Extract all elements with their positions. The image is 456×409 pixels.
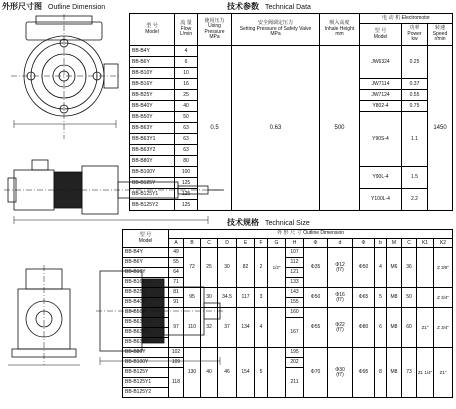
data-col-model: 型 号 Model — [130, 14, 175, 46]
data-row-flow: 6 — [175, 57, 198, 68]
size-a: 71 — [169, 278, 184, 288]
motor-power: 0.55 — [402, 90, 428, 101]
data-row-model: BB-B63Y2 — [130, 145, 175, 156]
size-a: 102 — [169, 348, 184, 358]
size-col-c: C — [201, 239, 218, 248]
size-m: M6 — [387, 248, 402, 288]
data-row-flow: 10 — [175, 68, 198, 79]
size-d: 30 — [218, 248, 237, 288]
tech-size-header-en: Technical Size — [265, 220, 310, 227]
data-row-flow: 80 — [175, 156, 198, 167]
data-row-model: BB-B63Y — [130, 123, 175, 134]
size-c: 32 — [201, 308, 218, 348]
size-col-c2: C — [402, 239, 417, 248]
size-b: 72 — [184, 248, 201, 288]
data-row-model: BB-B125Y — [130, 178, 175, 189]
size-d: 34.5 — [218, 288, 237, 308]
size-m: M8 — [387, 308, 402, 348]
data-row-flow: 16 — [175, 79, 198, 90]
size-f: 2 — [255, 248, 268, 288]
data-row-flow: 63 — [175, 123, 198, 134]
size-g — [268, 348, 286, 398]
size-col-e: E — [237, 239, 255, 248]
size-e: 82 — [237, 248, 255, 288]
motor-model: Y802-4 — [360, 101, 402, 112]
size-phi2: Φ50 — [353, 248, 375, 288]
size-c2: 36 — [402, 248, 417, 288]
size-h: 211 — [286, 368, 304, 398]
size-h: 143 — [286, 288, 304, 298]
outline-header — [2, 1, 105, 12]
tech-data-header — [227, 1, 311, 12]
size-b: 130 — [184, 348, 201, 398]
size-col-b: B — [184, 239, 201, 248]
size-a: 49 — [169, 248, 184, 258]
size-d-shaft: Φ22 (f7) — [328, 308, 353, 348]
size-row-model: BB-B4Y — [123, 248, 169, 258]
data-col-flow: 流 量 Flow L/min — [175, 14, 198, 46]
size-phi: Φ50 — [304, 288, 328, 308]
size-row-model: BB-B63Y — [123, 318, 169, 328]
size-h: 155 — [286, 298, 304, 308]
size-b: 110 — [184, 308, 201, 348]
data-row-model: BB-B6Y — [130, 57, 175, 68]
size-col-f: F — [255, 239, 268, 248]
motor-power: 1.5 — [402, 167, 428, 189]
data-row-flow: 125 — [175, 178, 198, 189]
size-a: 55 — [169, 258, 184, 268]
size-g: 1/2" — [268, 248, 286, 288]
size-e: 134 — [237, 308, 255, 348]
size-col-g: G — [268, 239, 286, 248]
size-row-model: BB-B16Y — [123, 278, 169, 288]
size-b-key: 4 — [375, 248, 387, 288]
speed-value: 1450 — [428, 46, 453, 211]
size-c2: 73 — [402, 348, 417, 398]
tech-size-header — [227, 217, 310, 228]
size-c: 30 — [201, 288, 218, 308]
data-row-model: BB-B125Y2 — [130, 200, 175, 211]
motor-model: Y100L-4 — [360, 189, 402, 211]
technical-size-table — [122, 229, 453, 398]
data-row-flow: 50 — [175, 112, 198, 123]
data-row-flow: 4 — [175, 46, 198, 57]
size-col-k2: K2 — [434, 239, 453, 248]
size-col-k1: K1 — [417, 239, 434, 248]
data-col-power: 功率 Power kw — [402, 24, 428, 46]
size-col-d: D — [218, 239, 237, 248]
size-a: 118 — [169, 368, 184, 398]
size-m: M8 — [387, 288, 402, 308]
size-f: 5 — [255, 348, 268, 398]
outline-header-zh: 外形尺寸图 — [2, 2, 42, 11]
size-h: 112 — [286, 258, 304, 268]
size-h: 167 — [286, 318, 304, 348]
size-col-phi: Φ — [304, 239, 328, 248]
size-row-model: BB-B125Y1 — [123, 378, 169, 388]
data-col-motor-model: 型 号 Model — [360, 24, 402, 46]
data-row-model: BB-B4Y — [130, 46, 175, 57]
size-m: M8 — [387, 348, 402, 398]
tech-size-header-zh: 技术规格 — [227, 218, 259, 227]
size-h: 202 — [286, 358, 304, 368]
motor-power: 1.1 — [402, 112, 428, 167]
data-row-flow: 125 — [175, 189, 198, 200]
size-phi2: Φ95 — [353, 348, 375, 398]
size-e: 117 — [237, 288, 255, 308]
size-col-m: M — [387, 239, 402, 248]
pump-flange-end-view-drawing — [4, 265, 94, 375]
data-row-flow: 40 — [175, 101, 198, 112]
outline-header-en: Outline Dimension — [48, 4, 106, 11]
size-phi2: Φ80 — [353, 308, 375, 348]
data-row-flow: 63 — [175, 134, 198, 145]
safety-value: 0.63 — [232, 46, 320, 211]
data-row-model: BB-B25Y — [130, 90, 175, 101]
motor-model: JW7114 — [360, 79, 402, 90]
size-k1: Z1" — [417, 308, 434, 348]
size-a: 109 — [169, 358, 184, 368]
size-k2: Z 3/8" — [434, 248, 453, 288]
data-row-model: BB-B40Y — [130, 101, 175, 112]
inhale-value: 500 — [320, 46, 360, 211]
data-row-flow: 100 — [175, 167, 198, 178]
size-col-h: H — [286, 239, 304, 248]
size-row-model: BB-B63Y2 — [123, 338, 169, 348]
motor-model: Y90S-4 — [360, 112, 402, 167]
size-f: 4 — [255, 308, 268, 348]
data-row-model: BB-B50Y — [130, 112, 175, 123]
size-h: 107 — [286, 248, 304, 258]
size-a: 97 — [169, 308, 184, 348]
size-c2: 60 — [402, 308, 417, 348]
size-row-model: BB-B100Y — [123, 358, 169, 368]
motor-model: Y90L-4 — [360, 167, 402, 189]
data-col-inhale: 吸入高度 Inhale Height mm — [320, 14, 360, 46]
size-d-shaft: Φ30 (f7) — [328, 348, 353, 398]
data-row-model: BB-B63Y1 — [130, 134, 175, 145]
size-col-model: 型 号 Model — [123, 230, 169, 248]
pressure-value: 0.5 — [198, 46, 232, 211]
size-b-key: 5 — [375, 288, 387, 308]
motor-model: JW7124 — [360, 90, 402, 101]
technical-data-table — [129, 13, 453, 211]
size-f: 3 — [255, 288, 268, 308]
size-col-a: A — [169, 239, 184, 248]
size-phi: Φ35 — [304, 248, 328, 288]
size-row-model: BB-B10Y — [123, 268, 169, 278]
size-b: 95 — [184, 288, 201, 308]
data-col-electromotor: 电 动 机 Electromotor — [360, 14, 453, 24]
size-b-key: 8 — [375, 348, 387, 398]
size-c2: 50 — [402, 288, 417, 308]
size-col-phi2: Φ — [353, 239, 375, 248]
size-col-outline: 外 形 尺 寸 Outline Dimension — [169, 230, 453, 239]
size-g — [268, 288, 286, 308]
size-phi2: Φ65 — [353, 288, 375, 308]
size-b-key: 6 — [375, 308, 387, 348]
size-a: 91 — [169, 298, 184, 308]
size-h: 160 — [286, 308, 304, 318]
size-a: 64 — [169, 268, 184, 278]
pump-front-view-drawing — [6, 14, 126, 144]
data-col-pressure: 使用压力 Using Pressure MPa — [198, 14, 232, 46]
size-phi: Φ55 — [304, 308, 328, 348]
size-col-b-key: b — [375, 239, 387, 248]
data-row-model: BB-B16Y — [130, 79, 175, 90]
size-c: 25 — [201, 248, 218, 288]
data-col-safety: 安全阀调定压力 Setting Pressure of Safety Valve MPa — [232, 14, 320, 46]
size-row-model: BB-B25Y — [123, 288, 169, 298]
size-row-model: BB-B125Y2 — [123, 388, 169, 398]
size-row-model: BB-B63Y1 — [123, 328, 169, 338]
size-a: 81 — [169, 288, 184, 298]
data-row-model: BB-B10Y — [130, 68, 175, 79]
data-row-flow: 63 — [175, 145, 198, 156]
size-g — [268, 308, 286, 348]
size-d: 37 — [218, 308, 237, 348]
size-k1: Z1 1/4" — [417, 348, 434, 398]
data-row-flow: 125 — [175, 200, 198, 211]
size-col-d-shaft: d — [328, 239, 353, 248]
size-row-model: BB-B50Y — [123, 308, 169, 318]
data-col-speed: 转速 Speed r/min — [428, 24, 453, 46]
size-k2: Z 3/4" — [434, 308, 453, 348]
motor-power: 0.75 — [402, 101, 428, 112]
size-k1 — [417, 288, 434, 308]
size-h: 195 — [286, 348, 304, 358]
size-h: 133 — [286, 278, 304, 288]
motor-power: 0.37 — [402, 79, 428, 90]
size-row-model: BB-B6Y — [123, 258, 169, 268]
data-row-model: BB-B100Y — [130, 167, 175, 178]
size-d-shaft: Φ12 (f7) — [328, 248, 353, 288]
motor-model: JW6324 — [360, 46, 402, 79]
size-k1 — [417, 248, 434, 288]
size-e: 154 — [237, 348, 255, 398]
size-k2: Z1" — [434, 348, 453, 398]
motor-power: 0.25 — [402, 46, 428, 79]
data-row-model: BB-B80Y — [130, 156, 175, 167]
tech-data-header-en: Technical Data — [265, 4, 311, 11]
size-row-model: BB-B40Y — [123, 298, 169, 308]
size-row-model: BB-B80Y — [123, 348, 169, 358]
data-row-flow: 25 — [175, 90, 198, 101]
size-phi: Φ70 — [304, 348, 328, 398]
size-d-shaft: Φ16 (f7) — [328, 288, 353, 308]
tech-data-header-zh: 技术参数 — [227, 2, 259, 11]
motor-power: 2.2 — [402, 189, 428, 211]
size-row-model: BB-B125Y — [123, 368, 169, 378]
size-d: 46 — [218, 348, 237, 398]
data-row-model: BB-B125Y1 — [130, 189, 175, 200]
size-c: 40 — [201, 348, 218, 398]
size-h: 121 — [286, 268, 304, 278]
size-k2: Z 3/4" — [434, 288, 453, 308]
